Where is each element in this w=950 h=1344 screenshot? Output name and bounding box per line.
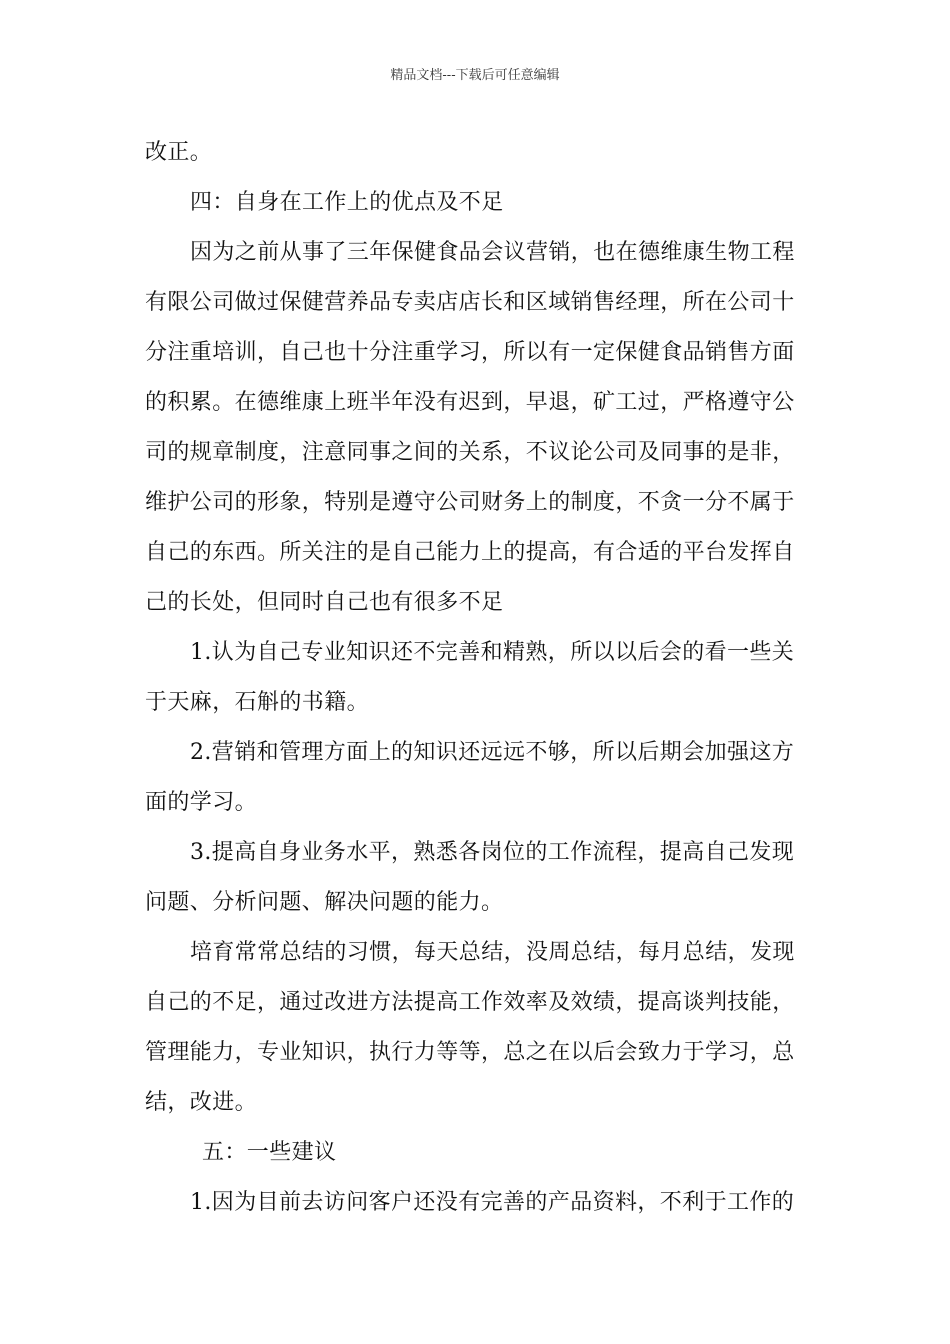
section-heading: 四：自身在工作上的优点及不足 (190, 190, 504, 215)
text-line: 自己的东西。所关注的是自己能力上的提高，有合适的平台发挥自 (145, 540, 795, 565)
text-line: 结，改进。 (145, 1090, 258, 1115)
list-item-text: 3.提高自身业务水平，熟悉各岗位的工作流程，提高自己发现 (190, 840, 795, 865)
text-line: 问题、分析问题、解决问题的能力。 (145, 890, 504, 915)
text-line: 面的学习。 (145, 790, 258, 815)
text-line: 有限公司做过保健营养品专卖店店长和区域销售经理，所在公司十 (145, 290, 795, 315)
text-line: 己的长处，但同时自己也有很多不足 (145, 590, 504, 615)
page-header: 精品文档---下载后可任意编辑 (390, 68, 560, 83)
text-line: 改正。 (145, 140, 213, 165)
list-item-text: 1.因为目前去访问客户还没有完善的产品资料，不利于工作的 (190, 1190, 795, 1215)
text-line: 司的规章制度，注意同事之间的关系，不议论公司及同事的是非， (145, 440, 795, 465)
text-line: 于天麻，石斛的书籍。 (145, 690, 370, 715)
section-heading: 五：一些建议 (202, 1140, 337, 1165)
text-line: 培育常常总结的习惯，每天总结，没周总结，每月总结，发现 (190, 940, 795, 965)
text-line: 因为之前从事了三年保健食品会议营销，也在德维康生物工程 (190, 240, 795, 265)
list-item-text: 1.认为自己专业知识还不完善和精熟，所以以后会的看一些关 (190, 640, 795, 665)
text-line: 维护公司的形象，特别是遵守公司财务上的制度，不贪一分不属于 (145, 490, 795, 515)
text-line: 自己的不足，通过改进方法提高工作效率及效绩，提高谈判技能， (145, 990, 795, 1015)
text-line: 管理能力，专业知识，执行力等等，总之在以后会致力于学习，总 (145, 1040, 795, 1065)
text-line: 的积累。在德维康上班半年没有迟到，早退，矿工过，严格遵守公 (145, 390, 795, 415)
text-line: 分注重培训，自己也十分注重学习，所以有一定保健食品销售方面 (145, 340, 795, 365)
list-item-text: 2.营销和管理方面上的知识还远远不够，所以后期会加强这方 (190, 740, 795, 765)
document-body (145, 128, 807, 1228)
